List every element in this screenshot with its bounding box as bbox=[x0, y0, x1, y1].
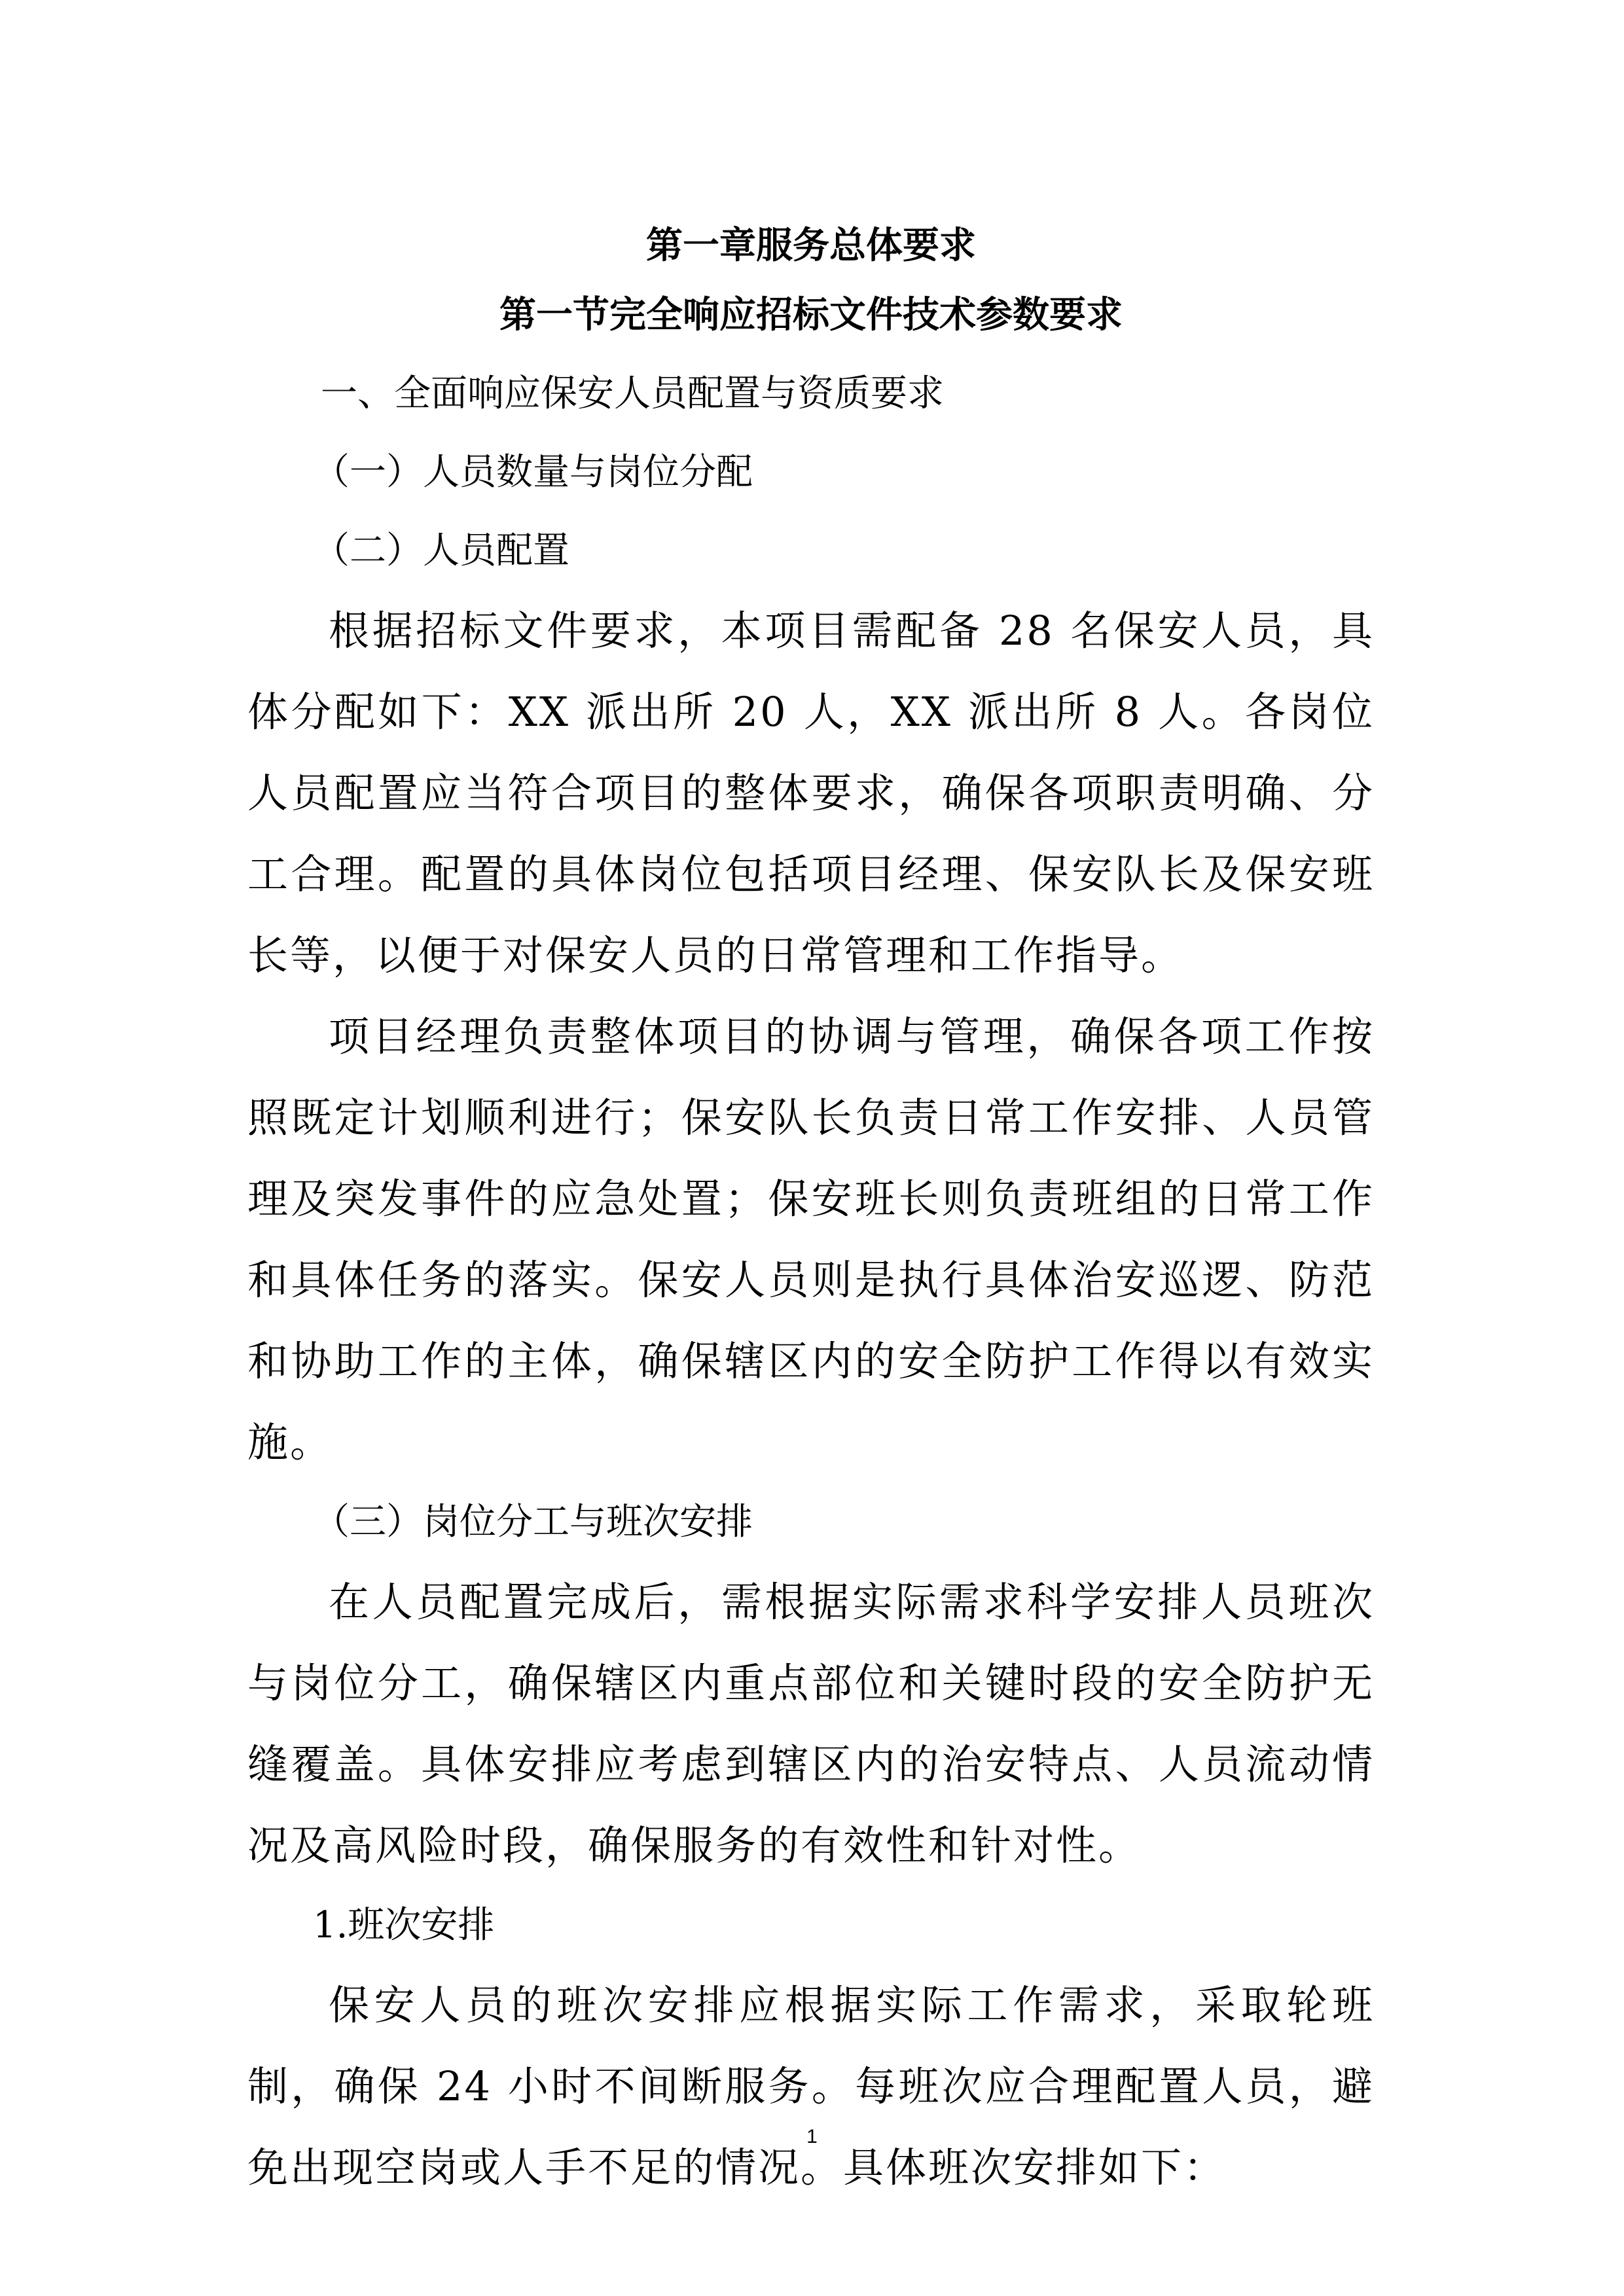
page-number: 1 bbox=[806, 2126, 818, 2147]
paragraph-shift-planning: 在人员配置完成后，需根据实际需求科学安排人员班次与岗位分工，确保辖区内重点部位和关键时段的安全防护无缝覆盖。具体安排应考虑到辖区内的治安特点、人员流动情况及高风险时段，确保服务的有效性和针对性。 bbox=[247, 1578, 1375, 1869]
chapter-title: 第一章服务总体要求 bbox=[646, 224, 976, 267]
page-content bbox=[247, 216, 1375, 2208]
subheading-staff-config: （二）人员配置 bbox=[313, 529, 569, 572]
paragraph-shift-rotation: 保安人员的班次安排应根据实际工作需求，采取轮班制，确保 24 小时不间断服务。每班次应合理配置人员，避免出现空岗或人手不足的情况。具体班次安排如下： bbox=[247, 1981, 1375, 2191]
heading-level-1: 一、全面响应保安人员配置与资质要求 bbox=[321, 372, 944, 415]
paragraph-role-duties: 项目经理负责整体项目的协调与管理，确保各项工作按照既定计划顺利进行；保安队长负责日常工作安排、人员管理及突发事件的应急处置；保安班长则负责班组的日常工作和具体任务的落实。保安人员则是执行具体治安巡逻、防范和协助工作的主体，确保辖区内的安全防护工作得以有效实施。 bbox=[247, 1013, 1375, 1466]
numbered-heading-shifts: 1.班次安排 bbox=[313, 1904, 495, 1946]
section-title: 第一节完全响应招标文件技术参数要求 bbox=[499, 294, 1123, 336]
paragraph-staff-allocation: 根据招标文件要求，本项目需配备 28 名保安人员，具体分配如下：XX 派出所 20 人，XX 派出所 8 人。各岗位人员配置应当符合项目的整体要求，确保各项职责明确、分工合理。配置的具体岗位包括项目经理、保安队长及保安班长等，以便于对保安人员的日常管理和工作指导。 bbox=[247, 607, 1375, 979]
subheading-staff-count: （一）人员数量与岗位分配 bbox=[313, 451, 753, 493]
subheading-shift-division: （三）岗位分工与班次安排 bbox=[313, 1501, 753, 1543]
